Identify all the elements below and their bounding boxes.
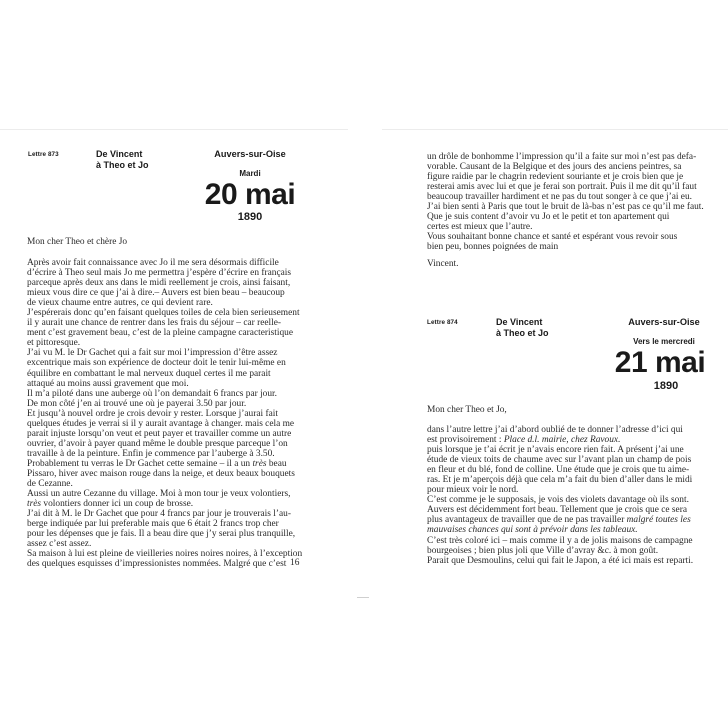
- letter-body: [427, 425, 694, 566]
- sender-line-1: De Vincent: [96, 149, 143, 159]
- text-line: beaucoup travailler hardiment et ne pas du tout songer à ce que j’ai eu.: [427, 192, 692, 203]
- letter-year: 1890: [237, 211, 263, 223]
- text-line: en fleur et du blé, fond de colline. Une étude que je crois que tu aime-: [427, 465, 690, 476]
- text-line: certes est mieux que l’autre.: [427, 222, 533, 233]
- sender-line-2: à Theo et Jo: [96, 160, 149, 170]
- text-line: quelques études je verrai si il y aurait avantage à changer. mais cela me: [27, 418, 295, 429]
- text-line: J’ai bien senti à Paris que tout le bruit de là-bas n’est pas ce qu’il me faut.: [427, 202, 704, 213]
- text-line: De mon côté j’en ai trouvé une où je payerai 3.50 par jour.: [27, 398, 247, 409]
- italic-text: très: [27, 499, 42, 510]
- text-line: berge indiquée par lui preferable mais que 6 était 2 francs trop cher: [27, 519, 279, 530]
- text-line: étude de vieux toits de chaume avec sur l’avant plan un champ de pois: [427, 455, 692, 466]
- text-line: C’est très coloré ici – mais comme il y a de jolis maisons de campagne: [427, 535, 693, 546]
- letter-continuation: [427, 152, 704, 253]
- text-line: Vous souhaitant bonne chance et santé et espérant vous revoir sous: [427, 232, 678, 243]
- text-line: ouvrier, d’avoir à payer quand même le double presque parceque l’on: [27, 438, 288, 449]
- text-line: Auvers est décidemment fort beau. Tellement que je crois que ce sera: [427, 505, 688, 516]
- text-line: mieux vous dire ce que j’ai à dire.– Auvers est bien beau – beaucoup: [27, 288, 285, 299]
- letter-sender: [96, 149, 149, 171]
- text-line: plus avantageux de travailler que de ne pas travailler malgré toutes les: [427, 515, 691, 526]
- text-line: Probablement tu verras le Dr Gachet cette semaine – il a un très beau: [27, 458, 287, 469]
- text-line: des quelques esquisses d’impressionistes nommées. Malgré que c’est: [27, 559, 287, 570]
- text-line: figure raidie par le chagrin redevient souriante et je crois bien que je: [427, 172, 684, 183]
- right-page: [364, 0, 728, 728]
- italic-text: très: [252, 458, 267, 469]
- signature: Vincent.: [427, 259, 459, 269]
- letter-year: 1890: [653, 380, 679, 392]
- text-line: parceque après deux ans dans le midi reellement je crois, ainsi faisant,: [27, 278, 291, 289]
- text-line: pour mieux voir le nord.: [427, 485, 519, 496]
- salutation: Mon cher Theo et Jo,: [427, 405, 507, 415]
- text-line: Pissaro, hiver avec maison rouge dans la neige, et deux beaux bouquets: [27, 468, 295, 479]
- letter-number: Lettre 874: [427, 319, 458, 326]
- text-line: ment c’est gravement beau, c’est de la pleine campagne caracteristique: [27, 328, 294, 339]
- text-line: ras. Et je m’aperçois déjà que cela m’a fait du bien d’aller dans le midi: [427, 475, 693, 486]
- italic-text: mauvaises chances qui sont à prévoir dans les tableaux.: [427, 525, 638, 536]
- text-line: C’est comme je le supposais, je vois des violets davantage où ils sont.: [427, 495, 689, 506]
- text-line: resterai amis avec lui et que je ferai son portrait. Puis il me dit qu’il faut: [427, 182, 697, 193]
- text-line: d’écrire à Theo seul mais Jo me permettra j’espère d’écrire en français: [27, 268, 292, 279]
- text-line: et pittoresque.: [27, 338, 81, 349]
- page-number: 16: [290, 558, 300, 568]
- text-line: bourgeoises ; bien plus joli que Ville d’avray &c. à mon goût.: [427, 545, 659, 556]
- text-line: dans l’autre lettre j’ai d’abord oublié de te donner l’adresse d’ici qui: [427, 425, 683, 435]
- text-line: équilibre en combattant le mal nerveux duquel certes il me parait: [27, 368, 271, 379]
- text-line: assez c’est assez.: [27, 539, 92, 550]
- letter-place: Auvers-sur-Oise: [628, 317, 700, 327]
- text-line: bien peu, bonnes poignées de main: [427, 242, 559, 253]
- text-line: il y aurait une chance de rentrer dans les frais du séjour – car reelle-: [27, 318, 282, 329]
- letter-day: Vers le mercredi: [633, 337, 695, 346]
- salutation: Mon cher Theo et chère Jo: [27, 237, 128, 247]
- text-line: travaille à de la peinture. Enfin je commence par l’auberge à 3.50.: [27, 448, 275, 459]
- text-line: puis lorsque je t’ai écrit je n’avais encore rien fait. A présent j’ai une: [427, 445, 684, 456]
- text-line: un drôle de bonhomme l’impression qu’il a faite sur moi n’est pas defa-: [427, 152, 697, 162]
- letter-date: 21 mai: [614, 346, 706, 379]
- letter-date: 20 mai: [204, 178, 296, 211]
- text-line: [427, 525, 660, 535]
- letter-number: Lettre 873: [28, 151, 59, 158]
- text-line: Il m’a piloté dans une auberge où l’on demandait 6 francs par jour.: [27, 388, 278, 399]
- text-line: Parait que Desmoulins, celui qui fait le Japon, a été ici mais est reparti.: [427, 555, 694, 566]
- text-line: vorable. Causant de la Belgique et des jours des anciens peintres, sa: [427, 162, 682, 173]
- text-line: excentrique mais son expérience de docteur doit le tenir lui-même en: [27, 358, 286, 369]
- letter-day: Mardi: [239, 169, 261, 178]
- text-line: J’ai vu M. le Dr Gachet qui a fait sur moi l’impression d’être assez: [27, 348, 278, 359]
- text-line: Sa maison à lui est pleine de vieilleries noires noires noires, à l’exception: [27, 549, 303, 560]
- letter-place: Auvers-sur-Oise: [214, 149, 286, 159]
- text-line: attaqué au moins aussi gravement que moi.: [27, 378, 189, 389]
- text-line: de vieux chaume entre autres, ce qui devient rare.: [27, 298, 213, 309]
- text-line: de Cezanne.: [27, 479, 73, 490]
- letter-sender: [496, 317, 549, 339]
- italic-text: malgré toutes les: [626, 515, 691, 526]
- sender-line-2: à Theo et Jo: [496, 328, 549, 338]
- text-line: parait injuste lorsqu’on veut et peut payer et travailler comme un autre: [27, 428, 292, 439]
- sender-line-1: De Vincent: [496, 317, 543, 327]
- text-line: très volontiers donner ici un coup de brosse.: [27, 499, 194, 510]
- text-line: J’ai dit à M. le Dr Gachet que pour 4 francs par jour je trouverais l’au-: [27, 509, 291, 520]
- text-line: Aussi un autre Cezanne du village. Moi à mon tour je veux volontiers,: [27, 489, 291, 500]
- text-line: Et jusqu’à nouvel ordre je crois devoir y rester. Lorsque j’aurai fait: [27, 408, 278, 419]
- text-line: Après avoir fait connaissance avec Jo il me sera désormais difficile: [27, 258, 279, 268]
- text-line: J’espérerais donc qu’en faisant quelques toiles de cela bien serieusement: [27, 308, 300, 319]
- italic-text: Place d.l. mairie, chez Ravoux.: [503, 435, 621, 446]
- text-line: est provisoirement : Place d.l. mairie, chez Ravoux.: [427, 435, 621, 446]
- text-line: pour les dépenses que je fais. Il a beau dire que j’y serai plus tranquille,: [27, 529, 296, 540]
- text-line: Que je suis content d’avoir vu Jo et le petit et ton apartement qui: [427, 212, 670, 223]
